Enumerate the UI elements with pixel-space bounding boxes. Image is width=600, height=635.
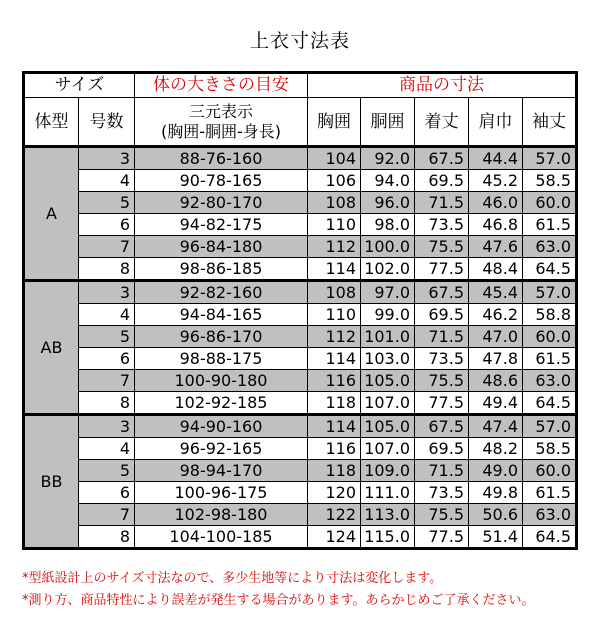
chest-value: 106	[308, 170, 361, 192]
sleeve-value: 64.5	[523, 392, 577, 415]
size-number: 8	[79, 392, 135, 415]
chest-value: 118	[308, 460, 361, 482]
size-number: 7	[79, 504, 135, 526]
length-value: 73.5	[415, 482, 469, 504]
size-number: 8	[79, 258, 135, 281]
sleeve-value: 64.5	[523, 258, 577, 281]
three-dim-value: 98-88-175	[135, 348, 308, 370]
size-number: 4	[79, 170, 135, 192]
three-dim-value: 94-82-175	[135, 214, 308, 236]
length-value: 75.5	[415, 236, 469, 258]
size-number: 3	[79, 415, 135, 438]
shoulder-value: 48.4	[469, 258, 523, 281]
shoulder-value: 47.4	[469, 415, 523, 438]
size-number: 5	[79, 192, 135, 214]
header-three-dim	[135, 98, 308, 147]
waist-value: 102.0	[361, 258, 415, 281]
three-dim-value: 96-86-170	[135, 326, 308, 348]
sleeve-value: 63.0	[523, 504, 577, 526]
chest-value: 110	[308, 304, 361, 326]
table-row	[24, 370, 577, 392]
waist-value: 101.0	[361, 326, 415, 348]
header-number: 号数	[79, 98, 135, 147]
header-size-group: サイズ	[24, 73, 135, 98]
header-shoulder: 肩巾	[469, 98, 523, 147]
sleeve-value: 58.8	[523, 304, 577, 326]
three-dim-value: 96-84-180	[135, 236, 308, 258]
header-waist: 胴囲	[361, 98, 415, 147]
waist-value: 107.0	[361, 392, 415, 415]
length-value: 69.5	[415, 438, 469, 460]
shoulder-value: 46.0	[469, 192, 523, 214]
three-dim-value: 96-92-165	[135, 438, 308, 460]
length-value: 77.5	[415, 526, 469, 549]
table-row	[24, 326, 577, 348]
three-dim-value: 92-82-160	[135, 281, 308, 304]
length-value: 67.5	[415, 147, 469, 170]
three-dim-value: 102-92-185	[135, 392, 308, 415]
waist-value: 107.0	[361, 438, 415, 460]
size-number: 5	[79, 460, 135, 482]
size-number: 6	[79, 214, 135, 236]
chest-value: 120	[308, 482, 361, 504]
shoulder-value: 49.8	[469, 482, 523, 504]
size-number: 6	[79, 348, 135, 370]
size-number: 7	[79, 370, 135, 392]
length-value: 69.5	[415, 304, 469, 326]
sleeve-value: 60.0	[523, 460, 577, 482]
shoulder-value: 47.8	[469, 348, 523, 370]
sleeve-value: 57.0	[523, 147, 577, 170]
header-three-dim-line1: 三元表示	[188, 101, 253, 121]
body-type-cell: AB	[24, 281, 79, 415]
chest-value: 122	[308, 504, 361, 526]
sleeve-value: 58.5	[523, 438, 577, 460]
waist-value: 113.0	[361, 504, 415, 526]
sleeve-value: 61.5	[523, 482, 577, 504]
shoulder-value: 51.4	[469, 526, 523, 549]
chest-value: 110	[308, 214, 361, 236]
chest-value: 114	[308, 415, 361, 438]
table-row	[24, 392, 577, 415]
header-three-dim-line2: (胸囲-胴囲-身長)	[160, 121, 282, 141]
sleeve-value: 57.0	[523, 281, 577, 304]
length-value: 69.5	[415, 170, 469, 192]
sleeve-value: 63.0	[523, 236, 577, 258]
size-number: 3	[79, 147, 135, 170]
shoulder-value: 47.0	[469, 326, 523, 348]
table-row	[24, 415, 577, 438]
three-dim-value: 94-90-160	[135, 415, 308, 438]
table-row	[24, 258, 577, 281]
waist-value: 105.0	[361, 415, 415, 438]
waist-value: 96.0	[361, 192, 415, 214]
chest-value: 108	[308, 281, 361, 304]
length-value: 71.5	[415, 460, 469, 482]
chest-value: 108	[308, 192, 361, 214]
length-value: 75.5	[415, 370, 469, 392]
waist-value: 105.0	[361, 370, 415, 392]
size-number: 4	[79, 304, 135, 326]
length-value: 73.5	[415, 214, 469, 236]
header-column-row	[24, 98, 577, 147]
waist-value: 109.0	[361, 460, 415, 482]
table-row	[24, 482, 577, 504]
waist-value: 103.0	[361, 348, 415, 370]
chest-value: 114	[308, 258, 361, 281]
chest-value: 116	[308, 370, 361, 392]
length-value: 71.5	[415, 326, 469, 348]
chest-value: 124	[308, 526, 361, 549]
shoulder-value: 45.2	[469, 170, 523, 192]
waist-value: 98.0	[361, 214, 415, 236]
sleeve-value: 64.5	[523, 526, 577, 549]
length-value: 71.5	[415, 192, 469, 214]
shoulder-value: 48.6	[469, 370, 523, 392]
sleeve-value: 60.0	[523, 192, 577, 214]
header-product-measure-group: 商品の寸法	[308, 73, 577, 98]
notes	[22, 568, 534, 612]
three-dim-value: 94-84-165	[135, 304, 308, 326]
shoulder-value: 47.6	[469, 236, 523, 258]
shoulder-value: 46.2	[469, 304, 523, 326]
table-row	[24, 281, 577, 304]
table-row	[24, 304, 577, 326]
waist-value: 92.0	[361, 147, 415, 170]
shoulder-value: 48.2	[469, 438, 523, 460]
length-value: 67.5	[415, 281, 469, 304]
table-row	[24, 170, 577, 192]
three-dim-value: 92-80-170	[135, 192, 308, 214]
waist-value: 100.0	[361, 236, 415, 258]
size-number: 5	[79, 326, 135, 348]
waist-value: 97.0	[361, 281, 415, 304]
note-1: *型紙設計上のサイズ寸法なので、多少生地等により寸法は変化します。	[22, 571, 443, 586]
three-dim-value: 90-78-165	[135, 170, 308, 192]
header-body-measure-group: 体の大きさの目安	[135, 73, 308, 98]
body-type-cell: BB	[24, 415, 79, 549]
chest-value: 112	[308, 236, 361, 258]
shoulder-value: 46.8	[469, 214, 523, 236]
three-dim-value: 88-76-160	[135, 147, 308, 170]
sleeve-value: 58.5	[523, 170, 577, 192]
header-length: 着丈	[415, 98, 469, 147]
three-dim-value: 104-100-185	[135, 526, 308, 549]
size-chart-table	[22, 71, 578, 550]
shoulder-value: 50.6	[469, 504, 523, 526]
size-number: 3	[79, 281, 135, 304]
chest-value: 114	[308, 348, 361, 370]
table-row	[24, 348, 577, 370]
page-title: 上衣寸法表	[249, 30, 350, 52]
size-number: 6	[79, 482, 135, 504]
three-dim-value: 98-94-170	[135, 460, 308, 482]
length-value: 75.5	[415, 504, 469, 526]
sleeve-value: 63.0	[523, 370, 577, 392]
size-number: 8	[79, 526, 135, 549]
body-type-cell: A	[24, 147, 79, 281]
length-value: 77.5	[415, 392, 469, 415]
table-row	[24, 504, 577, 526]
shoulder-value: 49.0	[469, 460, 523, 482]
length-value: 77.5	[415, 258, 469, 281]
waist-value: 94.0	[361, 170, 415, 192]
table-row	[24, 526, 577, 549]
header-chest: 胸囲	[308, 98, 361, 147]
three-dim-value: 98-86-185	[135, 258, 308, 281]
three-dim-value: 100-90-180	[135, 370, 308, 392]
chest-value: 104	[308, 147, 361, 170]
sleeve-value: 57.0	[523, 415, 577, 438]
header-group-row	[24, 73, 577, 98]
length-value: 67.5	[415, 415, 469, 438]
waist-value: 111.0	[361, 482, 415, 504]
waist-value: 99.0	[361, 304, 415, 326]
size-number: 7	[79, 236, 135, 258]
header-type: 体型	[24, 98, 79, 147]
waist-value: 115.0	[361, 526, 415, 549]
size-number: 4	[79, 438, 135, 460]
shoulder-value: 49.4	[469, 392, 523, 415]
sleeve-value: 61.5	[523, 214, 577, 236]
table-row	[24, 214, 577, 236]
chest-value: 116	[308, 438, 361, 460]
three-dim-value: 102-98-180	[135, 504, 308, 526]
chest-value: 112	[308, 326, 361, 348]
sleeve-value: 61.5	[523, 348, 577, 370]
shoulder-value: 44.4	[469, 147, 523, 170]
table-row	[24, 147, 577, 170]
table-row	[24, 236, 577, 258]
header-sleeve: 袖丈	[523, 98, 577, 147]
length-value: 73.5	[415, 348, 469, 370]
table-row	[24, 438, 577, 460]
chest-value: 118	[308, 392, 361, 415]
sleeve-value: 60.0	[523, 326, 577, 348]
note-2: *測り方、商品特性により誤差が発生する場合があります。あらかじめご了承ください。	[22, 593, 535, 608]
table-row	[24, 192, 577, 214]
three-dim-value: 100-96-175	[135, 482, 308, 504]
shoulder-value: 45.4	[469, 281, 523, 304]
table-row	[24, 460, 577, 482]
